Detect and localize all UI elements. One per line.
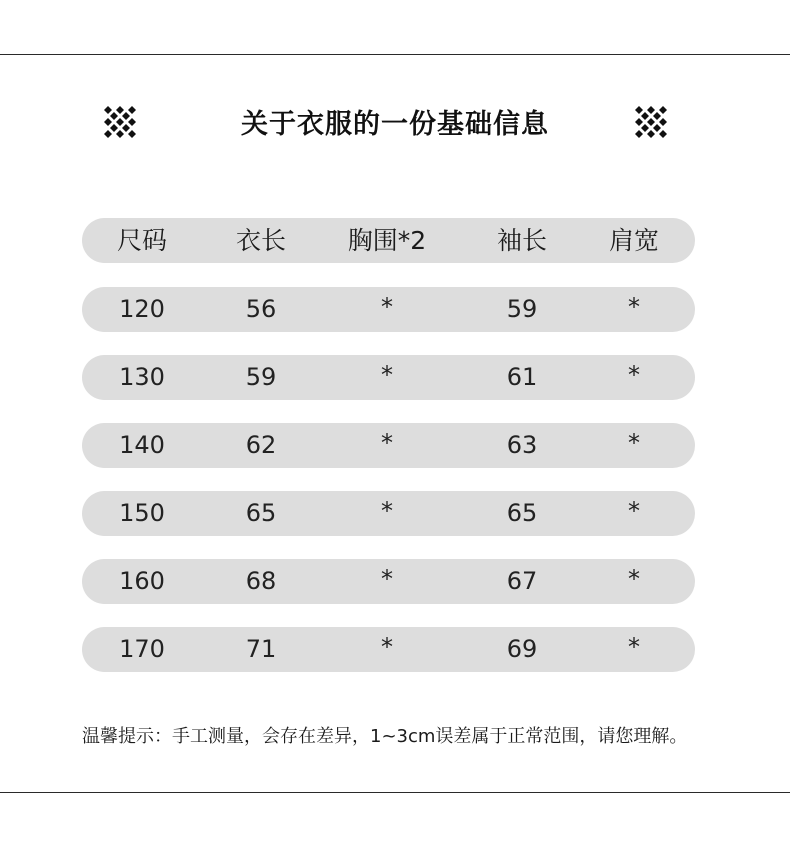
page-title: 关于衣服的一份基础信息: [241, 109, 549, 140]
header-length: 衣长: [235, 226, 286, 255]
size-cell: 160: [119, 567, 165, 595]
shoulder-cell: *: [628, 429, 640, 457]
length-cell: 62: [245, 431, 277, 459]
shoulder-cell: *: [628, 293, 640, 321]
sleeve-cell: 59: [506, 295, 538, 323]
table-row: [82, 491, 695, 536]
chest-cell: *: [381, 361, 393, 389]
chest-cell: *: [381, 497, 393, 525]
shoulder-cell: *: [628, 565, 640, 593]
size-cell: 170: [119, 635, 165, 663]
length-cell: 68: [245, 567, 277, 595]
sleeve-cell: 61: [506, 363, 538, 391]
length-cell: 71: [245, 635, 277, 663]
sleeve-cell: 63: [506, 431, 538, 459]
shoulder-cell: *: [628, 361, 640, 389]
size-cell: 140: [119, 431, 165, 459]
sleeve-cell: 65: [506, 499, 538, 527]
header-shoulder: 肩宽: [608, 226, 659, 255]
size-cell: 120: [119, 295, 165, 323]
header-chest: 胸围*2: [347, 226, 427, 255]
top-divider: [0, 54, 790, 55]
chest-cell: *: [381, 565, 393, 593]
sleeve-cell: 69: [506, 635, 538, 663]
chest-cell: *: [381, 633, 393, 661]
table-row: [82, 423, 695, 468]
length-cell: 56: [245, 295, 277, 323]
size-cell: 130: [119, 363, 165, 391]
header-sleeve: 袖长: [496, 226, 547, 255]
table-row: [82, 355, 695, 400]
table-row: [82, 287, 695, 332]
header-size: 尺码: [116, 226, 167, 255]
shoulder-cell: *: [628, 497, 640, 525]
sleeve-cell: 67: [506, 567, 538, 595]
table-row: [82, 627, 695, 672]
measurement-note: 温馨提示：手工测量，会存在差异，1~3cm误差属于正常范围，请您理解。: [82, 726, 688, 747]
length-cell: 59: [245, 363, 277, 391]
bottom-divider: [0, 792, 790, 793]
chest-cell: *: [381, 293, 393, 321]
chest-cell: *: [381, 429, 393, 457]
length-cell: 65: [245, 499, 277, 527]
table-row: [82, 559, 695, 604]
shoulder-cell: *: [628, 633, 640, 661]
size-cell: 150: [119, 499, 165, 527]
diamond-cluster-icon: [631, 104, 671, 144]
table-header-row: [82, 218, 695, 263]
